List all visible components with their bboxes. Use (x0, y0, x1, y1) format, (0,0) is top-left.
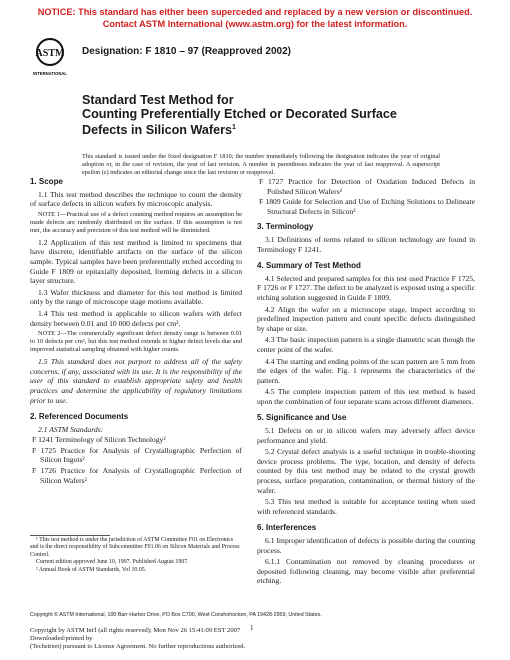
paragraph-5-2: 5.2 Crystal defect analysis is a useful technique in trouble-shooting device process problems. The type, location, and density of defects counted by this test method may be related to the crystal growth process, surface preparation, contamination, or thermal history of the wafer. (257, 447, 475, 495)
footnote-1-approval: Current edition approved June 10, 1997. Published August 1997. (36, 559, 189, 566)
paragraph-3-1: 3.1 Definitions of terms related to silicon technology are found in Terminology F 1241. (257, 234, 475, 254)
note-2: NOTE 2—The commercially significant defect density range is between 0.01 to 10 defects per cm², but this test method extends to higher defect levels due and improved statistical sampling obtained with higher counts. (30, 330, 242, 354)
reference-item: F 1727 Practice for Detection of Oxidation Induced Defects in Polished Silicon Wafers² (259, 177, 475, 196)
reference-item: F 1725 Practice for Analysis of Crystallographic Perfection of Silicon Ingots² (32, 445, 242, 465)
title-footnote-mark: 1 (232, 124, 236, 131)
logo-caption: INTERNATIONAL (33, 71, 67, 76)
section-heading-interferences: 6. Interferences (257, 523, 317, 533)
footnote-divider (30, 535, 110, 536)
footnote-2: ² Annual Book of ASTM Standards, Vol 10.05. (36, 566, 147, 573)
paragraph-4-1: 4.1 Selected and prepared samples for this test used Practice F 1725, F 1726 or F 1727. The defect to be analyzed is exposed using a specific etching solution suggested in Guide F 1809. (257, 273, 475, 302)
paragraph-6-1: 6.1 Improper identification of defects is possible during the counting process. (257, 536, 475, 555)
section-heading-terminology: 3. Terminology (257, 222, 314, 232)
section-heading-summary: 4. Summary of Test Method (257, 261, 361, 271)
section-heading-significance: 5. Significance and Use (257, 413, 347, 423)
license-line-3: (Techstreet) pursuant to License Agreement. No further reproductions authorized. (30, 643, 246, 651)
license-line-2: Downloaded/printed by (30, 635, 93, 643)
designation: Designation: F 1810 – 97 (Reapproved 2002) (82, 46, 291, 57)
paragraph-6-1-1: 6.1.1 Contamination not removed by cleaning procedures or deposited following cleaning, may become visible after preferential etching. (257, 557, 475, 586)
section-heading-scope: 1. Scope (30, 177, 63, 186)
copyright-line: Copyright © ASTM International, 100 Barr Harbor Drive, PO Box C700, West Conshohocken, PA 19428-2959, United States. (30, 612, 322, 618)
notice-line-2: Contact ASTM International (www.astm.org) for the latest information. (102, 19, 408, 29)
svg-text:ASTM: ASTM (35, 48, 65, 59)
footnotes (30, 537, 242, 574)
paragraph-1-2: 1.2 Application of this test method is limited to specimens that have discrete, identifiable artifacts on the surface of the silicon sample. Typical samples have been preferentially etched according to Guide F 1809 or epitaxially deposited, forming defects in a silicon layer structure. (30, 237, 242, 286)
reference-item: F 1726 Practice for Analysis of Crystallographic Perfection of Silicon Wafers² (32, 466, 242, 485)
right-column (257, 177, 475, 588)
license-stamp (30, 627, 350, 652)
paragraph-5-3: 5.3 This test method is suitable for acceptance testing when used with referenced standards. (257, 497, 475, 516)
paragraph-1-1: 1.1 This test method describes the technique to count the density of surface defects in silicon wafers by microscopic analysis. (30, 189, 242, 209)
paragraph-1-4: 1.4 This test method is applicable to silicon wafers with defect density between 0.01 and 10 000 defects per cm². (30, 308, 242, 328)
astm-standards-heading: 2.1 ASTM Standards: (38, 424, 104, 434)
page-number: 1 (250, 624, 254, 632)
license-line-1: Copyright by ASTM Int'l (all rights reserved); Mon Nov 26 15:41:09 EST 2007 (30, 627, 241, 634)
paragraph-1-3: 1.3 Wafer thickness and diameter for this test method is limited only by the range of microscope stage motions available. (30, 287, 242, 307)
paragraph-4-3: 4.3 The basic inspection pattern is a single diametric scan though the center point of the wafer. (257, 335, 475, 354)
paragraph-4-5: 4.5 The complete inspection pattern of this test method is based upon the combination of four separate scans across different diameters. (257, 387, 475, 406)
issuance-note: This standard is issued under the fixed designation F 1810; the number immediately following the designation indicates the year of original adoption or, in the case of revision, the year of last revision. A number in parentheses indicates the year of last reapproval. A superscript epsilon (ε) indicates an editorial change since the last revision or reapproval. (82, 153, 440, 177)
reference-item: F 1809 Guide for Selection and Use of Etching Solutions to Delineate Structural Defects in Silicon² (259, 197, 475, 216)
title-line-3: Defects in Silicon Wafers (82, 123, 232, 138)
left-column (30, 177, 242, 486)
paragraph-5-1: 5.1 Defects on or in silicon wafers may adversely affect device performance and yield. (257, 426, 475, 445)
note-1: NOTE 1—Practical use of a defect counting method requires an assumption be made defects are randomly distributed on the surface. If this assumption is not met, the accuracy and precision of this test method will be diminished. (30, 210, 242, 234)
reference-item: F 1241 Terminology of Silicon Technology² (32, 435, 166, 445)
supersede-notice (0, 6, 510, 30)
paragraph-4-2: 4.2 Align the wafer on a microscope stage, inspect according to predefined inspection pattern and count specific defects distinguished by shape or size. (257, 304, 475, 333)
footnote-1: ¹ This test method is under the jurisdiction of ASTM Committee F01 on Electronics and is the direct responsibility of Subcommittee F01.06 on Silicon Materials and Process Control. (30, 537, 240, 558)
document-title (82, 93, 462, 137)
title-line-1: Standard Test Method for (82, 93, 234, 107)
paragraph-1-5: 1.5 This standard does not purport to address all of the safety concerns, if any, associated with its use. It is the responsibility of the user of this standard to establish appropriate safety and health practices and determine the applicability of regulatory limitations prior to use. (30, 357, 242, 405)
astm-logo-icon (33, 36, 67, 78)
title-line-2: Counting Preferentially Etched or Decorated Surface (82, 107, 397, 121)
section-heading-referenced-documents: 2. Referenced Documents (30, 412, 129, 422)
paragraph-4-4: 4.4 The starting and ending points of the scan pattern are 5 mm from the edges of the wafer. Fig. 1 represents the characteristics of the pattern. (257, 356, 475, 385)
notice-line-1: NOTICE: This standard has either been superceded and replaced by a new version or discontinued. (37, 7, 473, 17)
